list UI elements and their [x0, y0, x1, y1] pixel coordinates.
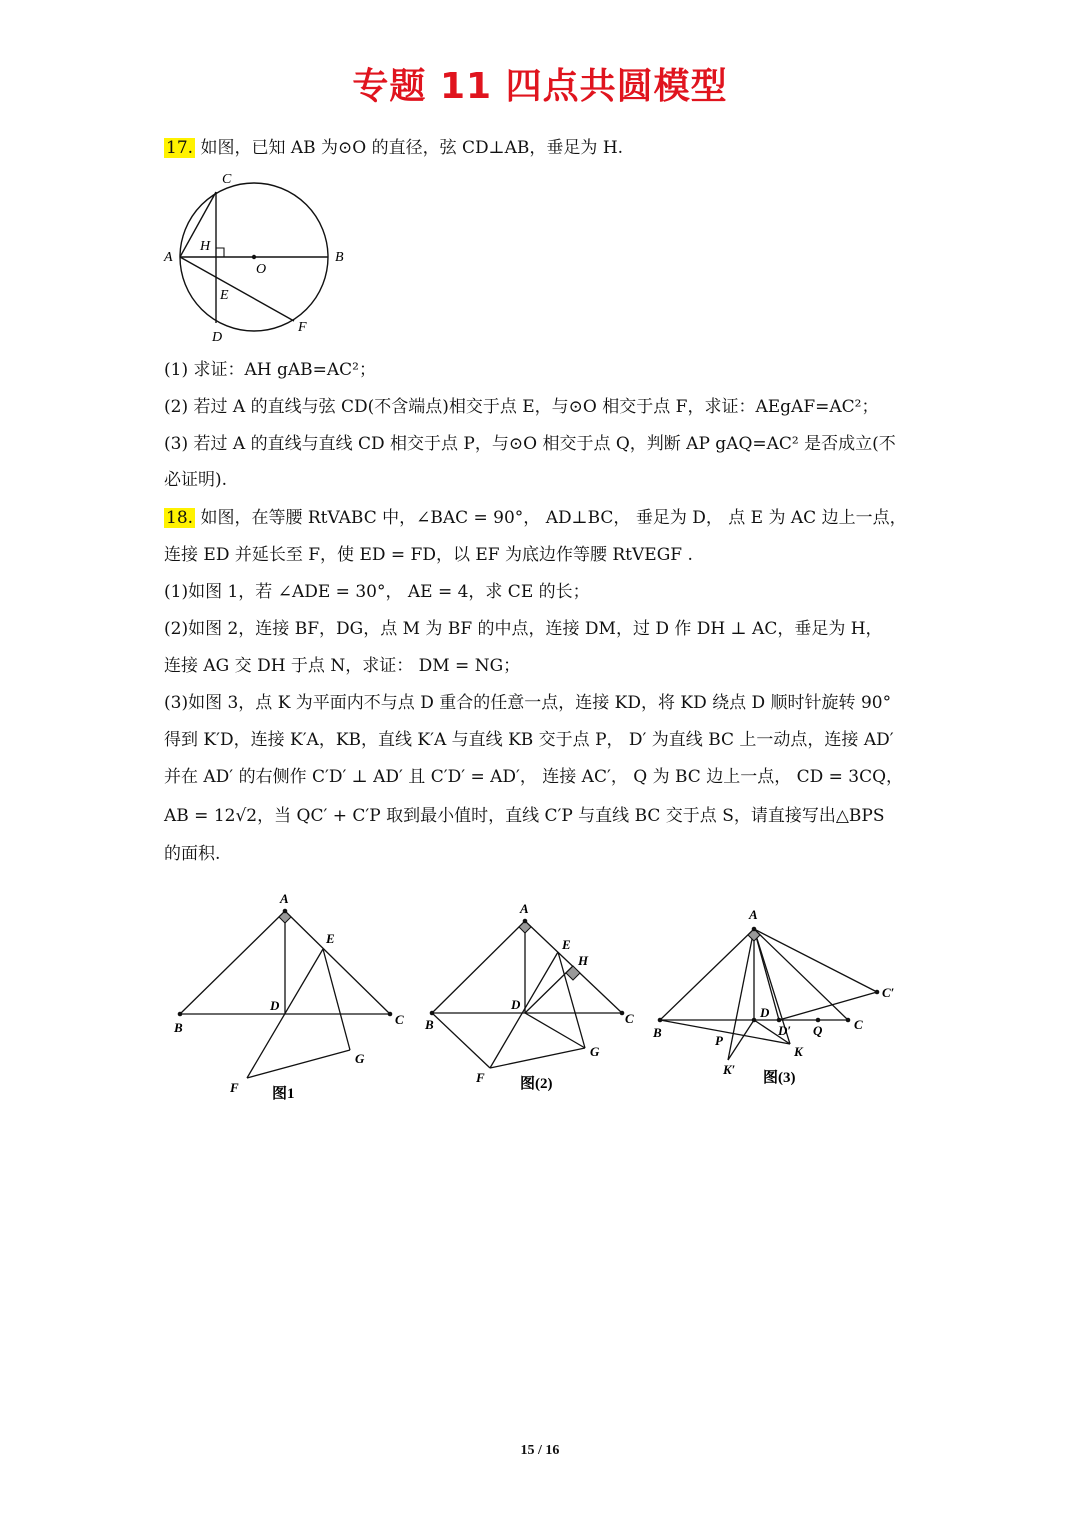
q18-line-8: 并在 AD′ 的右侧作 C′D′ ⊥ AD′ 且 C′D′ = AD′， 连接 AC′， Q 为 BC 边上一点， CD = 3CQ，: [164, 767, 904, 787]
fig3-label-d-prime: D′: [778, 1023, 792, 1038]
q18-line-10: 的面积.: [164, 844, 221, 864]
page-title: 专题 11 四点共圆模型: [352, 66, 728, 107]
fig3-label-d: D: [760, 1005, 770, 1020]
fig2-caption: 图(2): [520, 1076, 553, 1092]
fig3-label-c: C: [854, 1017, 863, 1032]
q18-line-9: AB = 12√2，当 QC′ + C′P 取到最小值时，直线 C′P 与直线 BC 交于点 S，请直接写出△BPS: [164, 806, 885, 826]
q18-line-1: [164, 506, 924, 530]
fig3-label-p: P: [715, 1033, 723, 1048]
q18-number: 18.: [166, 508, 194, 528]
q17-label-a: A: [164, 250, 173, 265]
q17-stem-line: [164, 136, 924, 160]
q18-line-4: (2)如图 2，连接 BF，DG，点 M 为 BF 的中点，连接 DM，过 D 作 DH ⊥ AC，垂足为 H，: [164, 619, 883, 639]
fig1-label-g: G: [355, 1051, 365, 1066]
q18-figure-3: [652, 907, 895, 1086]
q17-number: 17.: [166, 138, 194, 158]
fig2-label-h: H: [578, 953, 589, 968]
fig1-label-d: D: [270, 998, 280, 1013]
q17-label-e: E: [220, 288, 229, 303]
fig1-label-f: F: [230, 1080, 239, 1095]
fig2-label-c: C: [625, 1011, 634, 1026]
fig2-label-e: E: [562, 937, 571, 952]
fig2-label-d: D: [511, 997, 521, 1012]
q17-part1: (1) 求证：AH gAB=AC²；: [164, 360, 376, 380]
fig1-label-a: A: [280, 891, 289, 906]
q18-line-3: (1)如图 1，若 ∠ADE = 30°， AE = 4，求 CE 的长；: [164, 582, 590, 602]
fig1-caption: 图1: [272, 1086, 295, 1102]
q17-label-o: O: [256, 262, 267, 277]
page-number: 15 / 16: [520, 1443, 560, 1458]
fig2-label-a: A: [520, 901, 529, 916]
fig2-label-g: G: [590, 1044, 600, 1059]
q17-label-b: B: [335, 250, 344, 265]
q18-figures: [160, 885, 920, 1115]
q18-figure-1: [173, 891, 404, 1102]
fig2-label-f: F: [476, 1070, 485, 1085]
fig1-label-e: E: [326, 931, 335, 946]
q17-part3-line1: (3) 若过 A 的直线与直线 CD 相交于点 P，与⊙O 相交于点 Q，判断 AP gAQ=AC² 是否成立(不: [164, 434, 896, 454]
q17-label-h: H: [200, 239, 211, 254]
fig3-label-c-prime: C′: [882, 985, 895, 1000]
q17-label-d: D: [212, 330, 223, 345]
fig2-label-b: B: [425, 1017, 434, 1032]
q17-part3-line2: 必证明).: [164, 470, 228, 490]
q18-line-6: (3)如图 3，点 K 为平面内不与点 D 重合的任意一点，连接 KD，将 KD 绕点 D 顺时针旋转 90°: [164, 693, 892, 713]
fig1-label-b: B: [174, 1020, 183, 1035]
fig3-label-k: K: [794, 1044, 803, 1059]
q18-figure-2: [424, 901, 634, 1092]
q17-part2: (2) 若过 A 的直线与弦 CD(不含端点)相交于点 E，与⊙O 相交于点 F，求证：AEgAF=AC²；: [164, 397, 879, 417]
fig3-label-k-prime: K′: [723, 1062, 736, 1077]
fig1-label-c: C: [395, 1012, 404, 1027]
q18-line-7: 得到 K′D，连接 K′A，KB，直线 K′A 与直线 KB 交于点 P， D′ 为直线 BC 上一动点，连接 AD′: [164, 730, 894, 750]
fig3-label-a: A: [749, 907, 758, 922]
q17-label-c: C: [222, 172, 232, 187]
q18-stem-1: 如图，在等腰 RtVABC 中，∠BAC = 90°， AD⊥BC， 垂足为 D， 点 E 为 AC 边上一点，: [200, 508, 907, 528]
q18-line-2: 连接 ED 并延长至 F，使 ED = FD，以 EF 为底边作等腰 RtVEGF .: [164, 545, 693, 565]
fig3-caption: 图(3): [763, 1070, 796, 1086]
q17-stem: 如图，已知 AB 为⊙O 的直径，弦 CD⊥AB，垂足为 H.: [200, 138, 624, 158]
q17-label-f: F: [298, 320, 307, 335]
fig3-label-q: Q: [813, 1023, 823, 1038]
q18-line-5: 连接 AG 交 DH 于点 N，求证： DM = NG；: [164, 656, 521, 676]
fig3-label-b: B: [653, 1025, 662, 1040]
q17-circle-figure: [160, 168, 360, 350]
